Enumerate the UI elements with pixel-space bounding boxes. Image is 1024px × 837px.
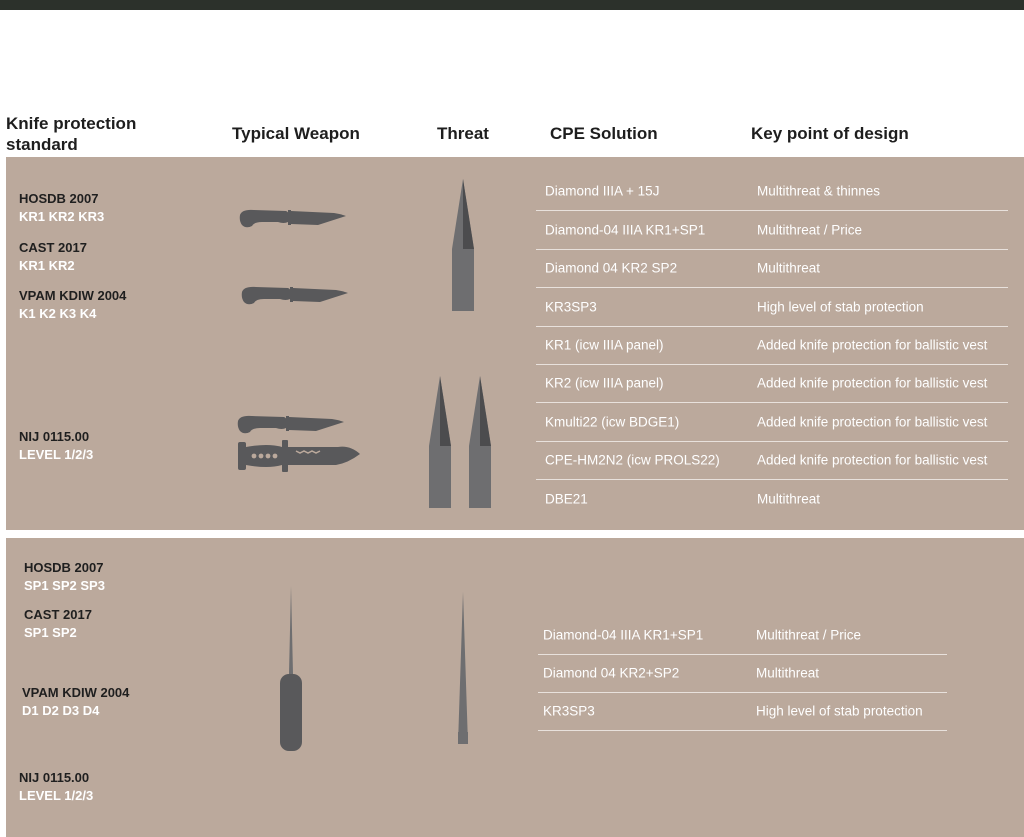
standard-levels: SP1 SP2 — [24, 625, 77, 640]
standard-levels: SP1 SP2 SP3 — [24, 578, 105, 593]
solution-name: Diamond 04 KR2+SP2 — [543, 665, 680, 681]
standard-nij-spike — [19, 769, 93, 805]
solution-name: Diamond IIIA + 15J — [545, 183, 660, 199]
standard-vpam-d — [22, 684, 129, 720]
header-threat: Threat — [437, 124, 489, 143]
blade-threat-icon — [427, 376, 453, 509]
standard-name: NIJ 0115.00 — [19, 770, 90, 785]
standard-levels: K1 K2 K3 K4 — [19, 306, 97, 321]
design-point: Multithreat — [756, 665, 820, 681]
standard-hosdb-kr — [19, 190, 104, 226]
spike-threat-icon — [457, 592, 469, 745]
blade-threat-icon — [467, 376, 493, 509]
header-solution: CPE Solution — [550, 124, 658, 143]
standard-levels: LEVEL 1/2/3 — [19, 788, 94, 803]
header-standard: Knife protection standard — [6, 114, 137, 154]
solution-row — [536, 288, 1008, 327]
design-point: Multithreat / Price — [757, 222, 863, 238]
design-point: Multithreat & thinnes — [757, 183, 881, 199]
design-point: Multithreat / Price — [756, 627, 862, 643]
design-point: High level of stab protection — [756, 703, 923, 719]
standard-name: HOSDB 2007 — [19, 191, 99, 206]
solution-name: KR3SP3 — [543, 703, 595, 719]
header-weapon: Typical Weapon — [232, 124, 360, 143]
design-point: Added knife protection for ballistic vest — [757, 337, 988, 353]
header-design: Key point of design — [751, 124, 909, 143]
solution-row — [536, 172, 1008, 211]
standard-vpam-k — [19, 287, 126, 323]
spike-icon — [279, 586, 303, 752]
standard-cast-sp — [24, 606, 92, 642]
solution-row — [536, 249, 1008, 288]
standard-levels: KR1 KR2 — [19, 258, 75, 273]
knife-icon — [240, 282, 350, 308]
solution-name: KR3SP3 — [545, 299, 597, 315]
top-bar — [0, 0, 1024, 10]
solution-name: CPE-HM2N2 (icw PROLS22) — [545, 452, 720, 468]
solution-name: KR2 (icw IIIA panel) — [545, 375, 664, 391]
combat-knife-icon — [238, 440, 362, 472]
design-point: Multithreat — [757, 491, 821, 507]
solution-name: KR1 (icw IIIA panel) — [545, 337, 664, 353]
standard-nij-knife — [19, 428, 93, 464]
design-point: Multithreat — [757, 260, 821, 276]
standard-hosdb-sp — [24, 559, 105, 595]
design-point: Added knife protection for ballistic vest — [757, 375, 988, 391]
standard-levels: KR1 KR2 KR3 — [19, 209, 105, 224]
standard-name: CAST 2017 — [24, 607, 92, 622]
solution-name: Diamond-04 IIIA KR1+SP1 — [543, 627, 704, 643]
solution-row — [536, 211, 1008, 250]
solution-row — [536, 480, 1008, 518]
solution-row — [538, 654, 947, 693]
solution-row — [536, 364, 1008, 403]
standard-name: NIJ 0115.00 — [19, 429, 90, 444]
knife-icon — [238, 205, 348, 231]
solution-row — [536, 441, 1008, 480]
standard-levels: LEVEL 1/2/3 — [19, 447, 94, 462]
design-point: Added knife protection for ballistic vest — [757, 452, 988, 468]
solution-row — [536, 403, 1008, 442]
standard-name: CAST 2017 — [19, 240, 87, 255]
knife-icon — [236, 412, 346, 436]
standard-levels: D1 D2 D3 D4 — [22, 703, 100, 718]
standard-name: HOSDB 2007 — [24, 560, 104, 575]
solution-row — [538, 692, 947, 731]
solution-name: Kmulti22 (icw BDGE1) — [545, 414, 680, 430]
solution-name: Diamond 04 KR2 SP2 — [545, 260, 678, 276]
solution-row — [538, 616, 947, 655]
standard-name: VPAM KDIW 2004 — [22, 685, 130, 700]
design-point: High level of stab protection — [757, 299, 924, 315]
standard-cast-kr — [19, 239, 87, 275]
design-point: Added knife protection for ballistic vest — [757, 414, 988, 430]
solution-name: DBE21 — [545, 491, 588, 507]
blade-threat-icon — [450, 179, 476, 312]
solution-row — [536, 326, 1008, 365]
solution-name: Diamond-04 IIIA KR1+SP1 — [545, 222, 706, 238]
standard-name: VPAM KDIW 2004 — [19, 288, 127, 303]
